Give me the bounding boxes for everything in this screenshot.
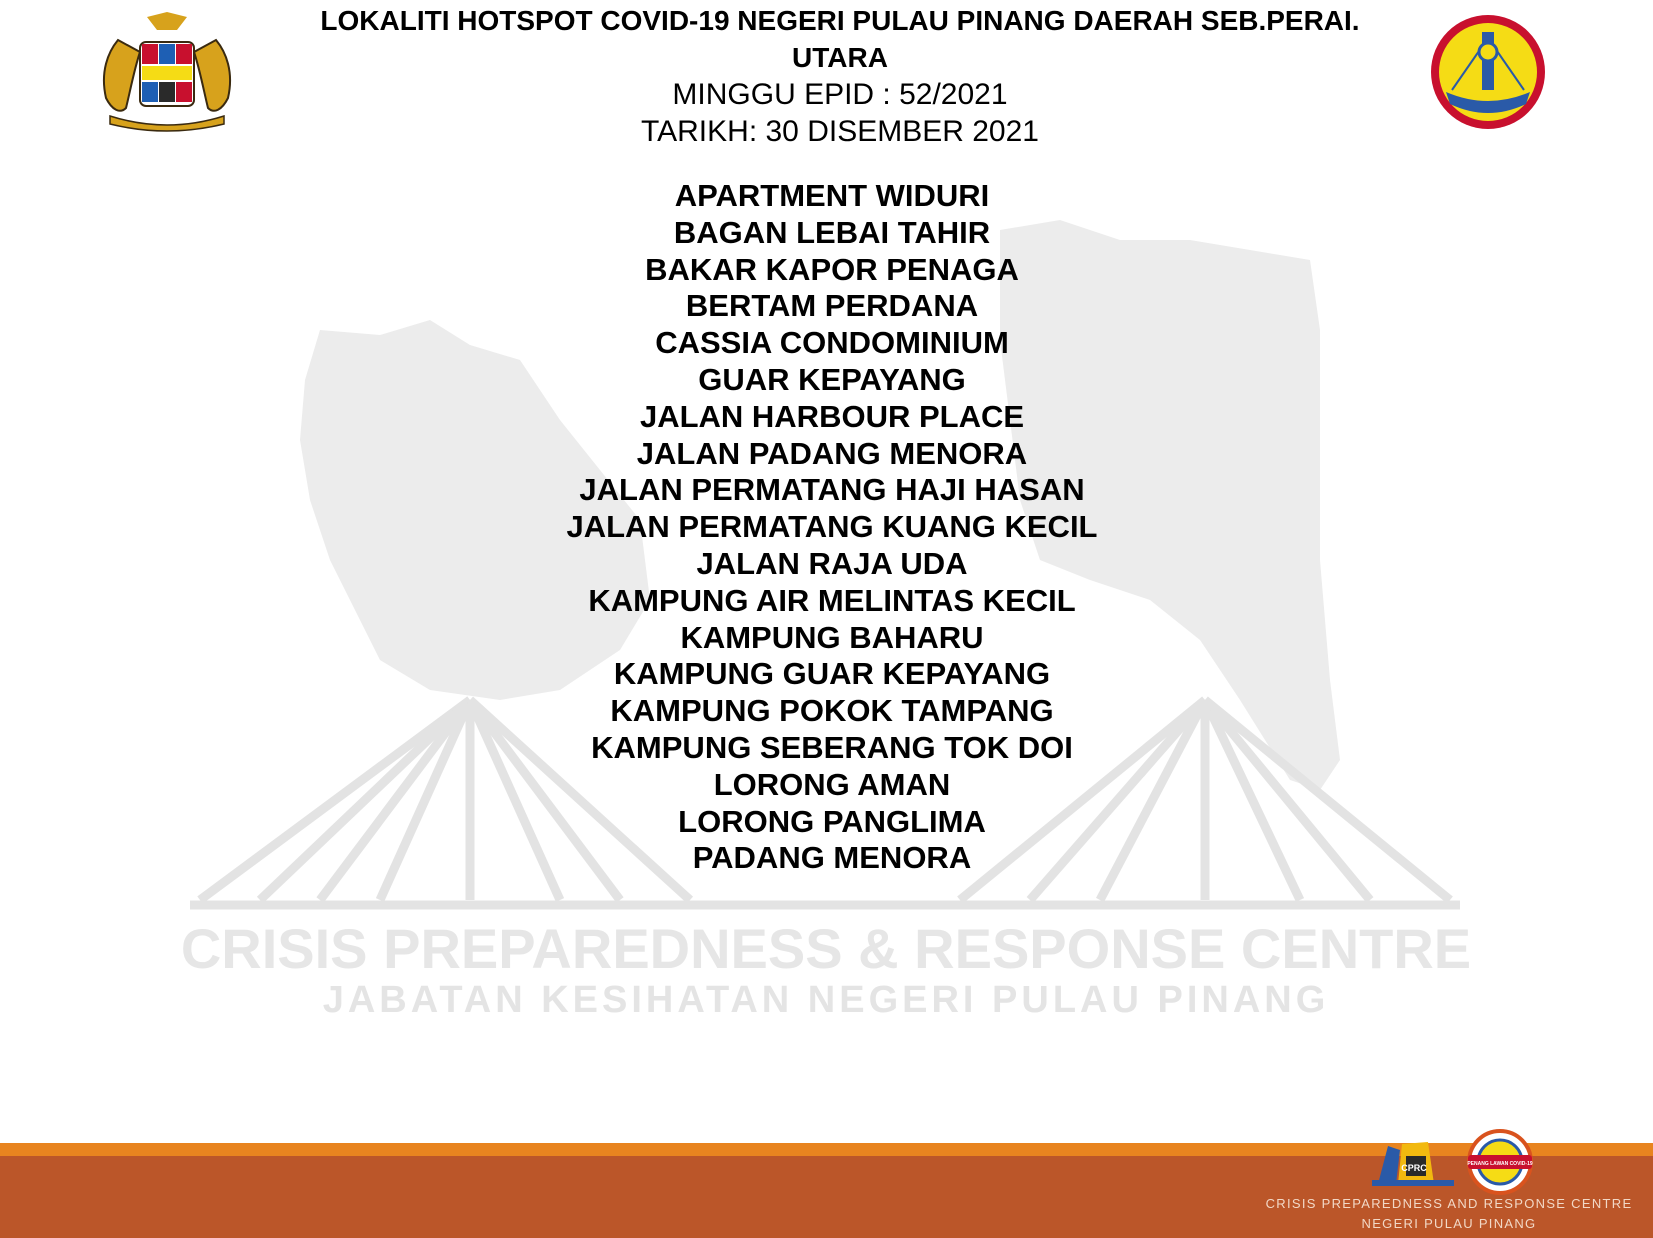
locality-item: JALAN PERMATANG KUANG KECIL — [566, 509, 1098, 545]
malaysia-coat-of-arms-icon — [90, 12, 244, 134]
badge-text: PENANG LAWAN COVID-19 — [1467, 1161, 1533, 1167]
locality-item: BAGAN LEBAI TAHIR — [673, 214, 991, 250]
title-line-1: LOKALITI HOTSPOT COVID-19 NEGERI PULAU PINANG DAERAH SEB.PERAI. — [320, 5, 1360, 36]
locality-item: JALAN HARBOUR PLACE — [639, 398, 1025, 434]
watermark-line1: CRISIS PREPAREDNESS & RESPONSE CENTRE — [180, 917, 1472, 980]
locality-item: KAMPUNG SEBERANG TOK DOI — [591, 729, 1073, 765]
watermark-line2: JABATAN KESIHATAN NEGERI PULAU PINANG — [322, 979, 1330, 1021]
locality-item: LORONG PANGLIMA — [678, 803, 986, 839]
penang-lawan-covid-badge-icon — [1466, 1128, 1534, 1196]
locality-item: KAMPUNG GUAR KEPAYANG — [613, 656, 1051, 692]
locality-item: KAMPUNG AIR MELINTAS KECIL — [588, 582, 1076, 618]
header — [260, 2, 1420, 150]
cprc-logo-text: CPRC — [1401, 1163, 1427, 1173]
locality-item: APARTMENT WIDURI — [674, 178, 990, 213]
locality-item: BERTAM PERDANA — [685, 288, 979, 324]
report-date: TARIKH: 30 DISEMBER 2021 — [641, 115, 1039, 148]
title-line-2: UTARA — [792, 42, 888, 73]
locality-item: PADANG MENORA — [692, 840, 972, 876]
locality-item: KAMPUNG POKOK TAMPANG — [610, 693, 1054, 729]
footer-state-name: NEGERI PULAU PINANG — [1361, 1216, 1537, 1231]
locality-item: CASSIA CONDOMINIUM — [655, 325, 1009, 361]
penang-state-logo-icon — [1428, 12, 1548, 132]
cprc-logo-icon — [1368, 1136, 1458, 1188]
locality-item: JALAN RAJA UDA — [696, 545, 968, 581]
epid-week: MINGGU EPID : 52/2021 — [672, 78, 1008, 111]
locality-item: KAMPUNG BAHARU — [680, 619, 984, 655]
locality-item: BAKAR KAPOR PENAGA — [645, 251, 1019, 287]
locality-item: GUAR KEPAYANG — [698, 361, 966, 397]
locality-list — [432, 178, 1232, 877]
locality-item: LORONG AMAN — [713, 766, 951, 802]
locality-item: JALAN PERMATANG HAJI HASAN — [579, 472, 1085, 508]
footer-org-name: CRISIS PREPAREDNESS AND RESPONSE CENTRE — [1265, 1196, 1633, 1211]
locality-item: JALAN PADANG MENORA — [636, 435, 1028, 471]
